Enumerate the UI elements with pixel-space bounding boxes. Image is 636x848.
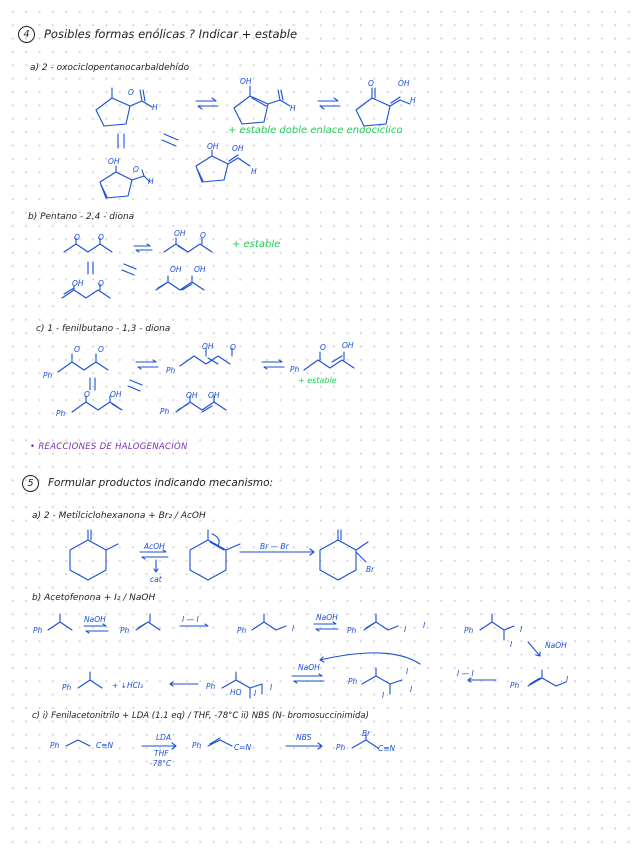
arrow-5a-bromination: [240, 549, 314, 555]
structure-5a-methylcyclohexanone: [70, 530, 118, 580]
label-4c-o3: O: [230, 343, 236, 352]
label-4c-ph2: Ph: [166, 366, 176, 375]
label-4c-o2: O: [98, 345, 104, 354]
arrow-5c-nbs: [286, 743, 322, 749]
label-5c-nbs: NBS: [296, 733, 312, 742]
exercise-4c-stable-note: + estable: [298, 376, 337, 385]
structure-4a-enol-2: [356, 88, 410, 126]
label-4a-h4: H: [148, 177, 154, 186]
arrow-5b-curved: [320, 653, 420, 664]
arrow-5b-naoh: [528, 642, 540, 656]
label-4c-o1: O: [74, 345, 80, 354]
structure-5b-tetrahedral: [222, 672, 262, 698]
label-4c-oh3: OH: [110, 390, 122, 399]
label-5c-ph1: Ph: [50, 741, 60, 750]
label-4c-ph4: Ph: [56, 409, 66, 418]
label-4b-o2: O: [98, 233, 104, 242]
label-4b-o1: O: [74, 233, 80, 242]
exercise-5-title: Formular productos indicando mecanismo:: [48, 477, 274, 489]
label-5b-ph7: Ph: [206, 682, 216, 691]
label-5b-ho: HO: [230, 688, 242, 697]
label-5b-i5: I: [510, 640, 513, 649]
label-5b-naoh4: NaOH: [298, 663, 320, 672]
arrow-5b-haloform: [170, 682, 198, 686]
equilibrium-arrows-4a-2: [318, 98, 340, 109]
label-5c-cn3: C≡N: [378, 744, 396, 753]
structure-5b-triiodoketone: [362, 668, 402, 694]
structure-5b-benzoate: [78, 672, 102, 688]
structure-5b-iodoketone: [252, 614, 286, 630]
equilibrium-arrows-4c-diag: [128, 380, 142, 391]
label-5b-ph3: Ph: [237, 626, 247, 635]
equilibrium-arrows-4c-1: [136, 360, 158, 369]
structure-4c-enol-2: [304, 352, 354, 370]
exercise-4b-title: b) Pentano - 2,4 - diona: [28, 212, 135, 222]
label-5b-ph5: Ph: [464, 626, 474, 635]
label-5b-naoh3: NaOH: [545, 641, 567, 650]
label-4a-oh5: OH: [232, 144, 244, 153]
structure-4c-enol-3: [72, 396, 122, 412]
structure-4c-dienol: [176, 396, 226, 412]
structure-4a-enol-1: [234, 86, 290, 124]
label-5b-i2: I: [404, 625, 407, 634]
equilibrium-arrows-4c-vertical: [90, 378, 95, 390]
label-4b-oh4: OH: [194, 265, 206, 274]
equilibrium-arrows-5b-3: [292, 674, 324, 683]
structure-5b-diiodoenolate: [528, 670, 569, 686]
exercise-4-title: Posibles formas enólicas ? Indicar + estable: [44, 27, 298, 41]
label-4c-ph5: Ph: [160, 407, 170, 416]
label-5c-cn1: C≡N: [96, 741, 114, 750]
structure-5c-anion: [208, 738, 232, 746]
label-4c-oh4: OH: [186, 391, 198, 400]
exercise-5c-title: c) i) Fenilacetonitrilo + LDA (1.1 eq) / THF, -78°C ii) NBS (N- bromosuccinimida): [32, 711, 369, 721]
label-4a-h5: H: [251, 167, 257, 176]
equilibrium-arrows-4b-1: [134, 244, 152, 252]
label-5b-ph8: Ph: [348, 677, 358, 686]
label-4b-o3: O: [200, 231, 206, 240]
arrow-5b-iodination-1: [180, 624, 208, 626]
structure-5c-bromonitrile: [352, 734, 378, 748]
halogenation-section-header: • REACCIONES DE HALOGENACIÓN: [30, 442, 188, 452]
label-5b-i1: I: [292, 624, 295, 633]
exercise-number-4: 4: [18, 26, 35, 43]
label-5b-i11: I: [566, 675, 569, 684]
equilibrium-arrows-4b-vertical: [88, 262, 93, 274]
label-5b-i10: I: [382, 691, 385, 700]
label-5a-br: Br: [366, 565, 375, 574]
label-5c-br: Br: [362, 729, 371, 738]
label-5c-ph3: Ph: [336, 743, 346, 752]
structure-4a-keto-aldehyde: [96, 88, 152, 126]
label-5b-ph9: Ph: [510, 681, 520, 690]
label-5b-i8: I: [406, 667, 409, 676]
label-5a-acoh: AcOH: [144, 542, 165, 551]
equilibrium-arrows-4a-1: [196, 98, 218, 109]
structure-4a-enol-3: [100, 166, 150, 198]
label-5c-cn2: C=N: [234, 743, 252, 752]
label-5b-i6: I: [254, 689, 257, 698]
exercise-4c-title: c) 1 - fenilbutano - 1,3 - diona: [36, 324, 171, 334]
label-4a-oh1: OH: [240, 77, 252, 86]
structure-4b-enol-2: [62, 284, 110, 298]
label-5b-ph1: Ph: [33, 626, 43, 635]
equilibrium-arrows-5a: [140, 550, 168, 559]
structure-4a-enol-4: [196, 150, 250, 182]
exercise-5a-title: a) 2 - Metilciclohexanona + Br₂ / AcOH: [32, 511, 206, 521]
label-5c-ph2: Ph: [192, 741, 202, 750]
label-4c-ph1: Ph: [43, 371, 53, 380]
label-4c-o4: O: [320, 343, 326, 352]
label-4c-o5: O: [84, 390, 90, 399]
structure-4b-enol-1: [164, 238, 212, 252]
label-4a-oh3: OH: [108, 157, 120, 166]
label-4a-oh4: OH: [207, 142, 219, 151]
label-4c-oh5: OH: [208, 391, 220, 400]
structure-5b-acetophenone: [48, 614, 72, 630]
label-5b-naoh1: NaOH: [84, 615, 106, 624]
exercise-4a-title: a) 2 - oxociclopentanocarbaldehído: [30, 63, 190, 73]
equilibrium-arrows-5b-1: [84, 624, 108, 633]
label-5b-naoh2: NaOH: [316, 613, 338, 622]
label-4b-oh3: OH: [170, 265, 182, 274]
label-4c-ph3: Ph: [290, 365, 300, 374]
label-4c-oh2: OH: [342, 341, 354, 350]
equilibrium-arrows-4a-vertical: [118, 134, 124, 148]
structure-4c-enol-1: [180, 348, 232, 366]
arrow-5b-iodination-2: [468, 678, 496, 682]
structure-5b-iodoenolate: [364, 614, 398, 630]
label-5a-cat: cat: [150, 575, 162, 584]
label-5a-br-br: Br — Br: [260, 542, 289, 551]
label-4b-oh1: OH: [174, 229, 186, 238]
label-4b-oh2: OH: [72, 279, 84, 288]
exercise-5b-title: b) Acetofenona + I₂ / NaOH: [32, 593, 156, 603]
label-4a-o2: O: [368, 79, 374, 88]
equilibrium-arrows-4b-diag: [122, 264, 136, 275]
label-4a-o3: O: [133, 165, 139, 174]
structure-4b-diketone: [64, 238, 112, 252]
label-5b-i4: I: [520, 625, 523, 634]
label-4a-h2: H: [290, 104, 296, 113]
arrow-5a-catalyst: [154, 560, 158, 572]
arrow-5c-lda: [142, 743, 176, 749]
label-5b-i9: I: [410, 685, 413, 694]
equilibrium-arrows-4c-2: [262, 360, 284, 369]
label-5c-temp: -78°C: [150, 759, 172, 768]
label-5c-thf: THF: [154, 749, 169, 758]
label-4a-h3: H: [410, 96, 416, 105]
label-4a-o1: O: [128, 88, 134, 97]
structure-5b-enolate: [136, 614, 160, 630]
exercise-number-5: 5: [22, 475, 39, 492]
structure-4c-diketone: [58, 354, 108, 372]
equilibrium-arrows-4a-diag: [162, 134, 178, 146]
label-5b-i3: I: [423, 621, 426, 630]
label-5b-products: + ↓HCI₃: [112, 681, 144, 690]
label-4c-oh1: OH: [202, 342, 214, 351]
label-4a-oh2: OH: [398, 79, 410, 88]
exercise-4b-stable-note: + estable: [232, 239, 281, 250]
label-5b-i-i2: I — I: [457, 669, 474, 678]
label-5c-lda: LDA: [156, 733, 172, 742]
label-5b-ph4: Ph: [347, 626, 357, 635]
label-5b-i7: I: [270, 683, 273, 692]
label-5b-i-i1: I — I: [182, 615, 199, 624]
structure-4b-dienol: [156, 276, 204, 290]
equilibrium-arrows-5b-2: [314, 622, 338, 631]
label-5b-ph6: Ph: [62, 683, 72, 692]
label-5b-ph2: Ph: [120, 626, 130, 635]
structure-5a-bromoketone: [320, 530, 368, 580]
structure-5a-enol: [190, 530, 240, 580]
label-4a-h1: H: [152, 103, 158, 112]
structure-5c-phenylacetonitrile: [66, 740, 90, 746]
label-4b-o4: O: [98, 279, 104, 288]
exercise-4a-stable-note: + estable doble enlace endocíclico: [228, 125, 403, 136]
structure-5b-diiodoketone: [480, 614, 514, 640]
